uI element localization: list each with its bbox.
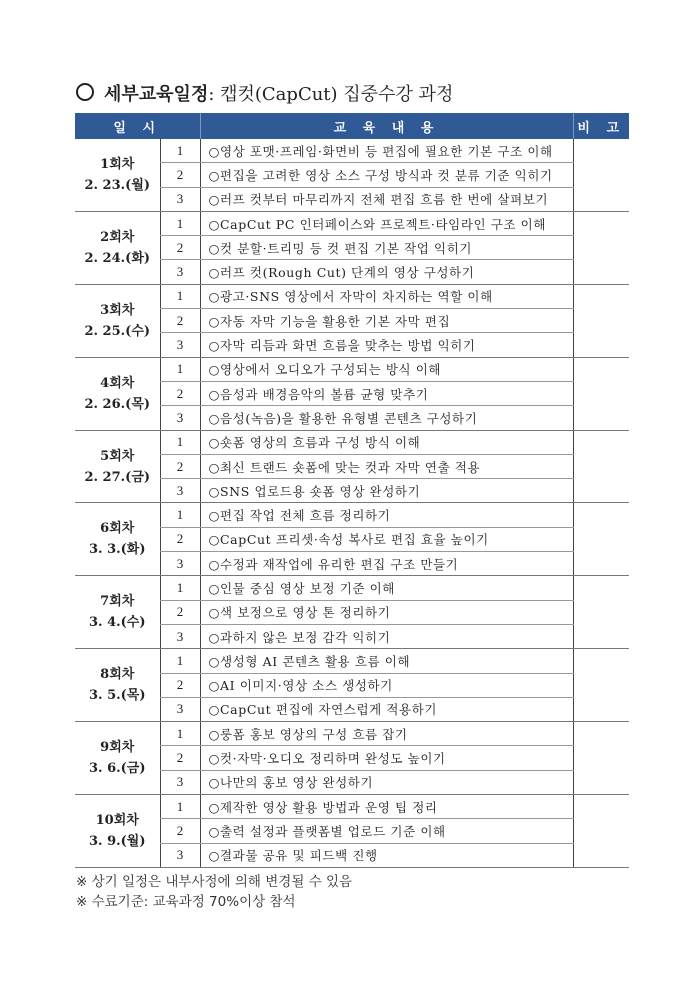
note-cell	[573, 430, 629, 503]
item-content: ○음성(녹음)을 활용한 유형별 콘텐츠 구성하기	[200, 406, 573, 430]
item-content: ○인물 중심 영상 보정 기준 이해	[200, 576, 573, 600]
item-content: ○CapCut PC 인터페이스와 프로젝트·타임라인 구조 이해	[200, 211, 573, 235]
item-number: 1	[160, 795, 200, 819]
item-number: 2	[160, 163, 200, 187]
session-date: 3. 6.(금)	[88, 761, 146, 777]
session-date: 2. 25.(수)	[84, 323, 151, 339]
header-date: 일 시	[75, 113, 200, 139]
session-cell	[75, 795, 160, 868]
item-number: 1	[160, 722, 200, 746]
item-number: 3	[160, 187, 200, 211]
session-cell	[75, 139, 160, 211]
item-content: ○출력 설정과 플랫폼별 업로드 기준 이해	[200, 819, 573, 843]
item-content: ○자동 자막 기능을 활용한 기본 자막 편집	[200, 309, 573, 333]
schedule-table	[75, 113, 629, 868]
item-number: 3	[160, 770, 200, 794]
footnote: ※ 상기 일정은 내부사정에 의해 변경될 수 있음	[76, 874, 353, 890]
item-number: 1	[160, 284, 200, 308]
item-number: 1	[160, 503, 200, 527]
item-content: ○컷·자막·오디오 정리하며 완성도 높이기	[200, 746, 573, 770]
item-content: ○수정과 재작업에 유리한 편집 구조 만들기	[200, 552, 573, 576]
table-row	[75, 576, 629, 600]
session-cell	[75, 576, 160, 649]
session-name: 5회차	[100, 448, 135, 464]
title-bold: 세부교육일정	[104, 84, 209, 105]
session-cell	[75, 430, 160, 503]
note-cell	[573, 649, 629, 722]
item-number: 2	[160, 746, 200, 770]
session-date: 2. 24.(화)	[84, 250, 151, 266]
table-body	[75, 139, 629, 867]
header-content: 교 육 내 용	[200, 113, 573, 139]
note-cell	[573, 357, 629, 430]
note-cell	[573, 795, 629, 868]
item-number: 2	[160, 236, 200, 260]
item-content: ○룽폼 홍보 영상의 구성 흐름 잡기	[200, 722, 573, 746]
item-content: ○광고·SNS 영상에서 자막이 차지하는 역할 이해	[200, 284, 573, 308]
item-number: 3	[160, 697, 200, 721]
session-cell	[75, 211, 160, 284]
note-cell	[573, 722, 629, 795]
item-content: ○CapCut 편집에 자연스럽게 적용하기	[200, 697, 573, 721]
note-cell	[573, 576, 629, 649]
item-number: 3	[160, 260, 200, 284]
item-content: ○편집을 고려한 영상 소스 구성 방식과 컷 분류 기준 익히기	[200, 163, 573, 187]
item-content: ○과하지 않은 보정 감각 익히기	[200, 624, 573, 648]
session-name: 8회차	[100, 667, 135, 683]
table-row	[75, 284, 629, 308]
item-content: ○CapCut 프리셋·속성 복사로 편집 효율 높이기	[200, 527, 573, 551]
session-date: 2. 26.(목)	[84, 396, 151, 412]
item-content: ○생성형 AI 콘텐츠 활용 흐름 이해	[200, 649, 573, 673]
item-content: ○영상 포맷·프레임·화면비 등 편집에 필요한 기본 구조 이해	[200, 139, 573, 163]
session-name: 1회차	[100, 156, 135, 172]
item-number: 1	[160, 211, 200, 235]
table-row	[75, 649, 629, 673]
session-name: 7회차	[100, 594, 135, 610]
item-content: ○최신 트랜드 숏폼에 맞는 컷과 자막 연출 적용	[200, 454, 573, 478]
session-date: 3. 4.(수)	[88, 615, 146, 631]
session-cell	[75, 284, 160, 357]
session-cell	[75, 649, 160, 722]
item-content: ○영상에서 오디오가 구성되는 방식 이해	[200, 357, 573, 381]
item-content: ○컷 분할·트리밍 등 컷 편집 기본 작업 익히기	[200, 236, 573, 260]
session-name: 9회차	[100, 740, 135, 756]
page-title	[76, 80, 453, 106]
session-date: 2. 23.(월)	[84, 177, 151, 193]
item-number: 2	[160, 527, 200, 551]
footnotes	[76, 872, 352, 912]
item-content: ○AI 이미지·영상 소스 생성하기	[200, 673, 573, 697]
item-number: 1	[160, 357, 200, 381]
item-content: ○결과물 공유 및 피드백 진행	[200, 843, 573, 867]
session-date: 3. 5.(목)	[88, 688, 146, 704]
session-name: 3회차	[100, 302, 135, 318]
session-name: 10회차	[95, 812, 139, 828]
table-row	[75, 503, 629, 527]
item-number: 2	[160, 454, 200, 478]
table-row	[75, 795, 629, 819]
session-date: 3. 3.(화)	[88, 542, 146, 558]
item-content: ○SNS 업로드용 숏폼 영상 완성하기	[200, 479, 573, 503]
table-row	[75, 430, 629, 454]
table-row	[75, 357, 629, 381]
footnote: ※ 수료기준: 교육과정 70%이상 참석	[76, 894, 296, 910]
session-name: 4회차	[100, 375, 135, 391]
session-cell	[75, 722, 160, 795]
item-content: ○제작한 영상 활용 방법과 운영 팁 정리	[200, 795, 573, 819]
header-note: 비 고	[573, 113, 629, 139]
note-cell	[573, 284, 629, 357]
item-number: 1	[160, 576, 200, 600]
table-row	[75, 211, 629, 235]
item-number: 3	[160, 479, 200, 503]
session-name: 6회차	[100, 521, 135, 537]
session-date: 2. 27.(금)	[84, 469, 151, 485]
item-number: 2	[160, 819, 200, 843]
table-row	[75, 722, 629, 746]
item-content: ○러프 컷부터 마무리까지 전체 편집 흐름 한 번에 살펴보기	[200, 187, 573, 211]
item-number: 2	[160, 600, 200, 624]
session-date: 3. 9.(월)	[88, 833, 146, 849]
session-name: 2회차	[100, 229, 135, 245]
item-number: 2	[160, 309, 200, 333]
item-number: 3	[160, 843, 200, 867]
item-number: 3	[160, 624, 200, 648]
item-content: ○음성과 배경음악의 볼륨 균형 맞추기	[200, 381, 573, 405]
item-number: 3	[160, 406, 200, 430]
item-content: ○숏폼 영상의 흐름과 구성 방식 이해	[200, 430, 573, 454]
table-row	[75, 139, 629, 163]
item-content: ○자막 리듬과 화면 흐름을 맞추는 방법 익히기	[200, 333, 573, 357]
item-number: 2	[160, 673, 200, 697]
item-content: ○색 보정으로 영상 톤 정리하기	[200, 600, 573, 624]
note-cell	[573, 139, 629, 211]
item-content: ○편집 작업 전체 흐름 정리하기	[200, 503, 573, 527]
note-cell	[573, 503, 629, 576]
session-cell	[75, 357, 160, 430]
item-content: ○러프 컷(Rough Cut) 단계의 영상 구성하기	[200, 260, 573, 284]
title-rest: : 캡컷(CapCut) 집중수강 과정	[208, 84, 454, 105]
item-content: ○나만의 홍보 영상 완성하기	[200, 770, 573, 794]
item-number: 3	[160, 552, 200, 576]
item-number: 1	[160, 430, 200, 454]
item-number: 1	[160, 649, 200, 673]
session-cell	[75, 503, 160, 576]
table-header-row	[75, 113, 629, 139]
note-cell	[573, 211, 629, 284]
item-number: 3	[160, 333, 200, 357]
circle-bullet-icon	[76, 83, 94, 101]
item-number: 2	[160, 381, 200, 405]
item-number: 1	[160, 139, 200, 163]
